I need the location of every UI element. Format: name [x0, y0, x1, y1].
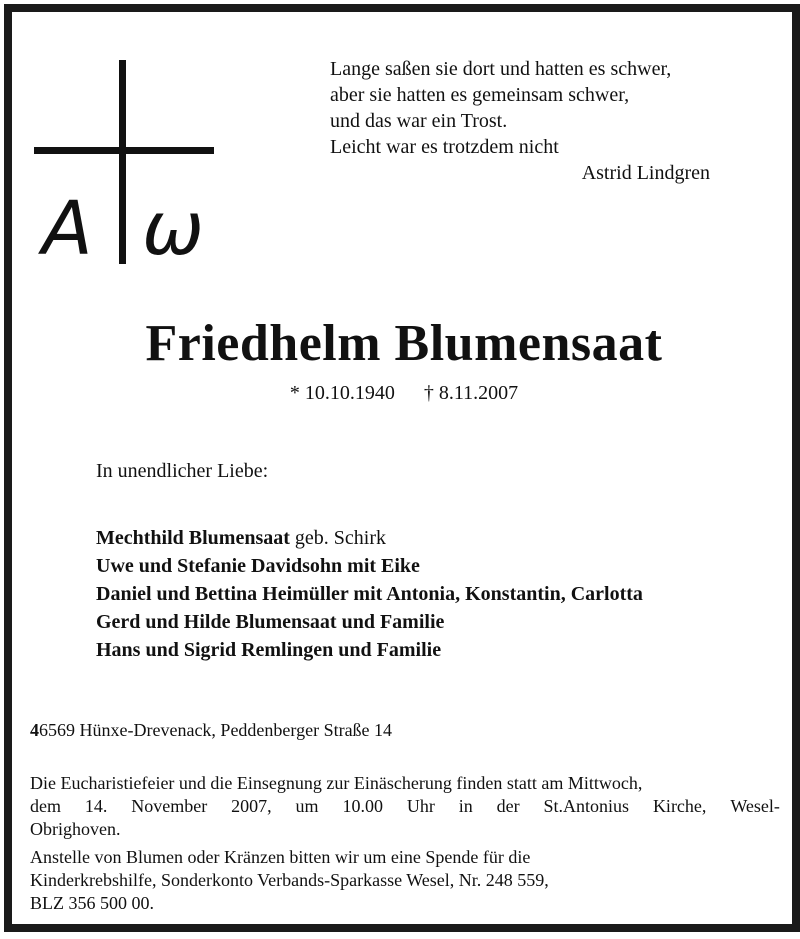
quote-author: Astrid Lindgren — [581, 162, 710, 184]
mourner-name: Mechthild Blumensaat — [96, 527, 290, 549]
quote-line: Leicht war es trotzdem nicht — [330, 136, 559, 158]
ceremony-word: St.Antonius — [543, 796, 630, 816]
donation-line: BLZ 356 500 00. — [30, 893, 154, 913]
mourner-name: Uwe und Stefanie Davidsohn mit Eike — [96, 555, 420, 577]
ceremony-word: um — [295, 796, 319, 816]
quote-block — [330, 56, 770, 186]
ceremony-word: der — [496, 796, 520, 816]
ceremony-word: in — [458, 796, 473, 816]
quote-line: und das war ein Trost. — [330, 110, 508, 132]
address-postcode-bold: 4 — [30, 720, 39, 740]
ceremony-line: Obrighoven. — [30, 819, 121, 839]
maiden-name: geb. Schirk — [289, 527, 386, 549]
mourner-row — [96, 608, 796, 636]
ceremony-word: 10.00 — [342, 796, 383, 816]
address-rest: 6569 Hünxe-Drevenack, Peddenberger Straße 14 — [39, 720, 393, 740]
death-date: † 8.11.2007 — [423, 382, 519, 404]
obituary-frame — [4, 4, 800, 932]
mourner-name: Hans und Sigrid Remlingen und Familie — [96, 639, 442, 661]
ceremony-word: 2007, — [231, 796, 272, 816]
donation-line: Kinderkrebshilfe, Sonderkonto Verbands-Sparkasse Wesel, Nr. 248 559, — [30, 870, 549, 890]
ceremony-line-justified — [30, 795, 780, 818]
mourner-row — [96, 636, 796, 664]
cross-alpha-omega-icon — [30, 56, 230, 266]
ceremony-word: 14. — [84, 796, 108, 816]
mourner-name: Gerd und Hilde Blumensaat und Familie — [96, 611, 445, 633]
ceremony-line: Die Eucharistiefeier und die Einsegnung zur Einäscherung finden statt am Mittwoch, — [30, 773, 643, 793]
mourners-list — [96, 524, 796, 664]
ceremony-word: Kirche, — [652, 796, 707, 816]
mourners-intro: In unendlicher Liebe: — [96, 460, 269, 482]
mourner-row — [96, 552, 796, 580]
donation-notice — [30, 846, 780, 915]
birth-date: * 10.10.1940 — [289, 382, 395, 404]
ceremony-word: Wesel- — [730, 796, 780, 816]
quote-line: Lange saßen sie dort und hatten es schwer, — [330, 58, 672, 80]
mourner-name: Daniel und Bettina Heimüller mit Antonia, Konstantin, Carlotta — [96, 583, 643, 605]
mourner-row — [96, 580, 796, 608]
ceremony-word: November — [131, 796, 208, 816]
ceremony-word: dem — [30, 796, 61, 816]
donation-line: Anstelle von Blumen oder Kränzen bitten wir um eine Spende für die — [30, 847, 531, 867]
mourner-row — [96, 524, 796, 552]
life-dates — [12, 380, 796, 406]
quote-line: aber sie hatten es gemeinsam schwer, — [330, 84, 630, 106]
omega-glyph: ω — [142, 186, 204, 266]
address — [30, 718, 392, 742]
ceremony-word: Uhr — [406, 796, 435, 816]
ceremony-notice — [30, 772, 780, 841]
alpha-glyph: A — [42, 186, 93, 266]
deceased-name: Friedhelm Blumensaat — [145, 315, 663, 372]
